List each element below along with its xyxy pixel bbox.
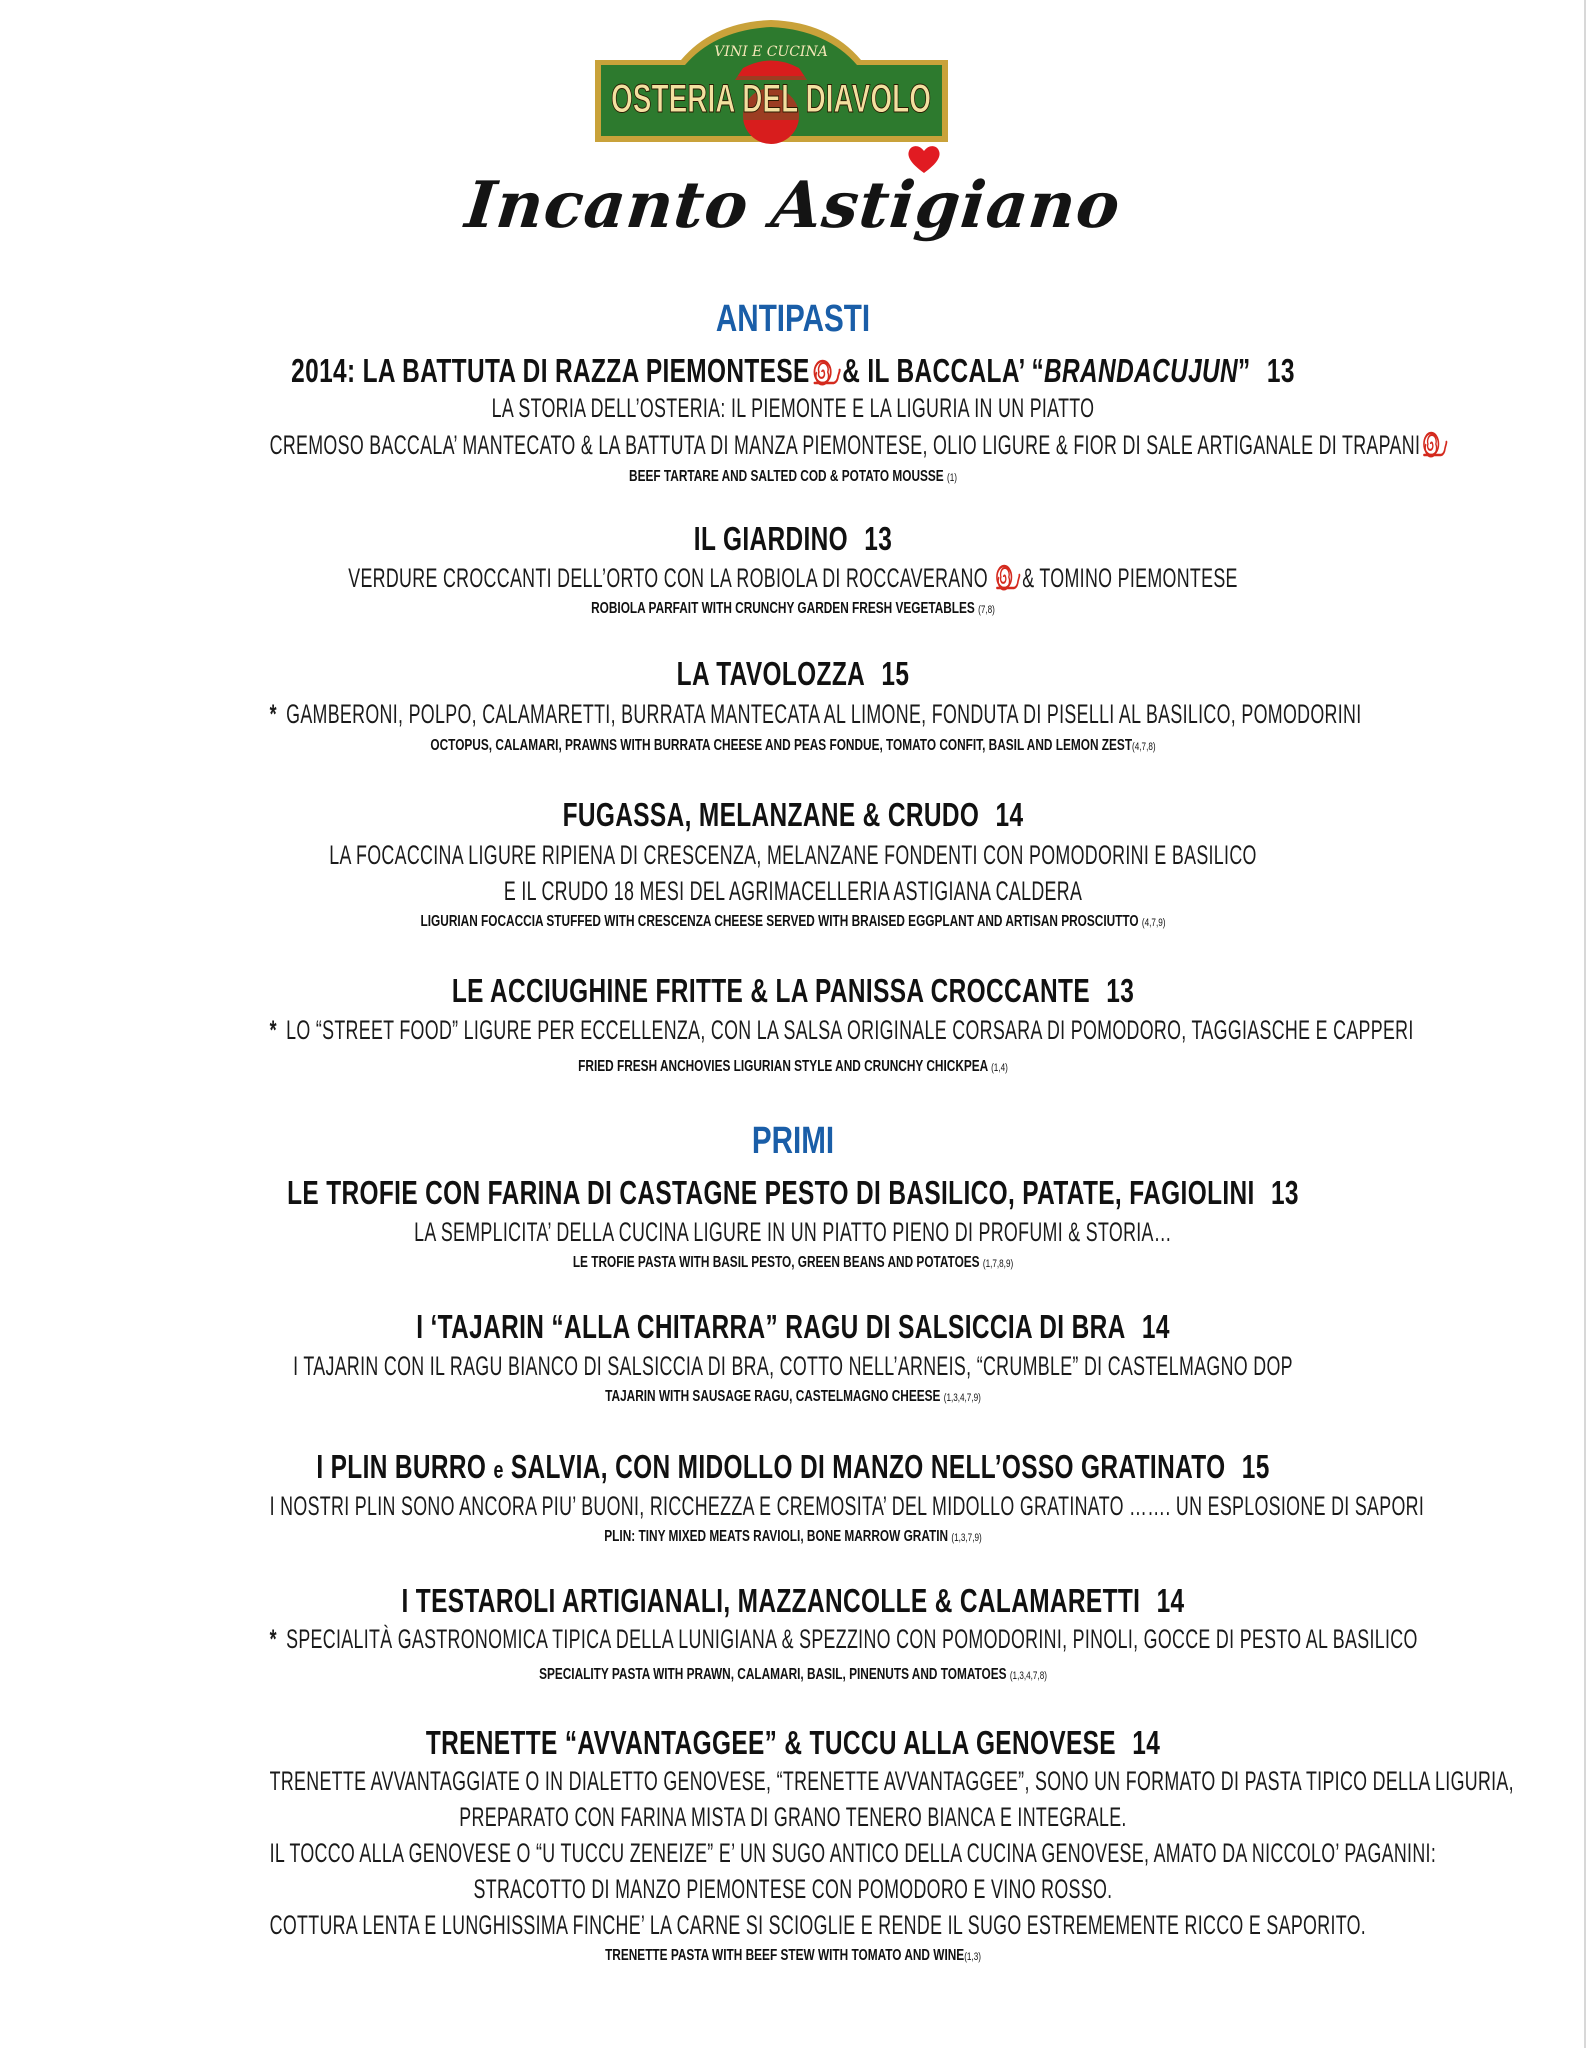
dish-title [206, 655, 1380, 693]
allergen-codes: (1,3,4,7,8) [1009, 1670, 1047, 1682]
dish-title-text: LA TAVOLOZZA [676, 655, 866, 692]
dish-title-text: TRENETTE “AVVANTAGGEE” & TUCCU ALLA GENOVESE [425, 1724, 1116, 1761]
dish-title [206, 1308, 1380, 1346]
dish-description [269, 430, 1421, 461]
allergen-codes: (1,3) [964, 1951, 981, 1963]
dish-title [206, 1582, 1380, 1620]
dish-title-italic: BRANDACUJUN [1044, 352, 1239, 389]
dish-english [206, 1528, 1380, 1546]
star-marker: * [269, 1015, 277, 1045]
section-heading-antipasti: ANTIPASTI [715, 298, 871, 340]
dish-english [206, 1666, 1380, 1684]
dish-title-text: I TESTAROLI ARTIGIANALI, MAZZANCOLLE & CALAMARETTI [401, 1582, 1141, 1619]
allergen-codes: (1) [946, 472, 957, 484]
dish-description: STRACOTTO DI MANZO PIEMONTESE CON POMODORO E VINO ROSSO. [473, 1874, 1113, 1904]
dish-description: IL TOCCO ALLA GENOVESE O “U TUCCU ZENEIZE” E’ UN SUGO ANTICO DELLA CUCINA GENOVESE, AMATO DA NICCOLO’ PAGANINI: [269, 1838, 1437, 1868]
dish-price: 13 [1106, 972, 1135, 1009]
dish-title-part: e [493, 1457, 504, 1484]
dish-english-text: FRIED FRESH ANCHOVIES LIGURIAN STYLE AND CRUNCHY CHICKPEA [578, 1058, 988, 1075]
dish-description: I NOSTRI PLIN SONO ANCORA PIU’ BUONI, RICCHEZZA E CREMOSITA’ DEL MIDOLLO GRATINATO ……. UN ESPLOSIONE DI SAPORI [269, 1491, 1425, 1521]
dish-title [206, 352, 1380, 390]
dish-price: 14 [1156, 1582, 1185, 1619]
dish-description [269, 1015, 1414, 1046]
dish-english-text: PLIN: TINY MIXED MEATS RAVIOLI, BONE MARROW GRATIN [604, 1528, 949, 1545]
dish-english-text: SPECIALITY PASTA WITH PRAWN, CALAMARI, BASIL, PINENUTS AND TOMATOES [539, 1666, 1007, 1683]
osteria-logo [593, 18, 950, 146]
dish-price: 15 [1241, 1448, 1270, 1485]
allergen-codes: (1,4) [991, 1062, 1008, 1074]
logo-name: OSTERIA DEL DIAVOLO [611, 77, 931, 121]
dish-description [269, 1624, 1418, 1655]
allergen-codes: (1,3,7,9) [951, 1532, 982, 1544]
dish-description: LA SEMPLICITA’ DELLA CUCINA LIGURE IN UN PIATTO PIENO DI PROFUMI & STORIA… [414, 1217, 1172, 1247]
snail-icon [811, 359, 841, 387]
dish-title-part: SALVIA, CON MIDOLLO DI MANZO NELL’OSSO GRATINATO [503, 1448, 1226, 1485]
dish-description: LA FOCACCINA LIGURE RIPIENA DI CRESCENZA, MELANZANE FONDENTI CON POMODORINI E BASILICO [329, 840, 1257, 870]
dish-title-text: FUGASSA, MELANZANE & CRUDO [562, 796, 980, 833]
dish-english [206, 1254, 1380, 1272]
dish-english-text: LIGURIAN FOCACCIA STUFFED WITH CRESCENZA CHEESE SERVED WITH BRAISED EGGPLANT AND ARTISAN PROSCIUTTO [420, 913, 1139, 930]
dish-title-text: IL GIARDINO [693, 520, 849, 557]
dish-title-text: I ‘TAJARIN “ALLA CHITARRA” RAGU DI SALSICCIA DI BRA [416, 1308, 1126, 1345]
dish-description-text: VERDURE CROCCANTI DELL’ORTO CON LA ROBIOLA DI ROCCAVERANO [348, 563, 988, 593]
dish-price: 13 [864, 520, 893, 557]
dish-title [206, 972, 1380, 1010]
dish-title [206, 520, 1380, 558]
star-marker: * [269, 699, 277, 729]
dish-description-text: & TOMINO PIEMONTESE [1022, 563, 1238, 593]
snail-icon [1422, 431, 1448, 459]
dish-description-text: LO “STREET FOOD” LIGURE PER ECCELLENZA, CON LA SALSA ORIGINALE CORSARA DI POMODORO, TAGGIASCHE E CAPPERI [286, 1015, 1414, 1045]
allergen-codes: (1,3,4,7,9) [943, 1392, 981, 1404]
dish-title [206, 1174, 1380, 1212]
dish-title-part: 2014: LA BATTUTA DI RAZZA PIEMONTESE [291, 352, 810, 389]
menu-title: Incanto Astigiano [461, 168, 1125, 243]
dish-price: 13 [1266, 352, 1295, 389]
dish-description: LA STORIA DELL’OSTERIA: IL PIEMONTE E LA LIGURIA IN UN PIATTO [491, 393, 1095, 423]
dish-english [206, 1947, 1380, 1965]
dish-title [206, 1448, 1380, 1486]
dish-price: 14 [1132, 1724, 1161, 1761]
allergen-codes: (4,7,9) [1141, 917, 1166, 929]
dish-title [206, 1724, 1380, 1762]
dish-english [206, 600, 1380, 618]
dish-english-text: TRENETTE PASTA WITH BEEF STEW WITH TOMATO AND WINE [605, 1947, 965, 1964]
dish-english-text: LE TROFIE PASTA WITH BASIL PESTO, GREEN BEANS AND POTATOES [572, 1254, 980, 1271]
dish-english-text: TAJARIN WITH SAUSAGE RAGU, CASTELMAGNO CHEESE [605, 1388, 941, 1405]
dish-english [206, 1388, 1380, 1406]
dish-english-text: BEEF TARTARE AND SALTED COD & POTATO MOUSSE [629, 468, 944, 485]
dish-english [206, 913, 1380, 931]
dish-description: E IL CRUDO 18 MESI DEL AGRIMACELLERIA ASTIGIANA CALDERA [503, 876, 1083, 906]
dish-price: 14 [1141, 1308, 1170, 1345]
allergen-codes: (4,7,8) [1132, 741, 1156, 753]
dish-english [206, 1058, 1380, 1076]
logo-tagline: VINI E CUCINA [714, 44, 828, 60]
dish-english-text: OCTOPUS, CALAMARI, PRAWNS WITH BURRATA CHEESE AND PEAS FONDUE, TOMATO CONFIT, BASIL AND LEMON ZEST [430, 737, 1133, 754]
dish-english [206, 468, 1380, 486]
dish-description-text: GAMBERONI, POLPO, CALAMARETTI, BURRATA MANTECATA AL LIMONE, FONDUTA DI PISELLI AL BASILICO, POMODORINI [286, 699, 1362, 729]
dish-english-text: ROBIOLA PARFAIT WITH CRUNCHY GARDEN FRESH VEGETABLES [591, 600, 975, 617]
dish-description: TRENETTE AVVANTAGGIATE O IN DIALETTO GENOVESE, “TRENETTE AVVANTAGGEE”, SONO UN FORMATO DI PASTA TIPICO DELLA LIGURIA, [269, 1766, 1514, 1796]
dish-title-text: LE TROFIE CON FARINA DI CASTAGNE PESTO DI BASILICO, PATATE, FAGIOLINI [287, 1174, 1255, 1211]
dish-price: 13 [1270, 1174, 1299, 1211]
section-heading-primi: PRIMI [751, 1120, 835, 1162]
dish-description: PREPARATO CON FARINA MISTA DI GRANO TENERO BIANCA E INTEGRALE. [459, 1802, 1127, 1832]
dish-title [206, 796, 1380, 834]
dish-title-part: I PLIN BURRO [316, 1448, 494, 1485]
snail-icon [995, 564, 1021, 592]
dish-description [269, 699, 1362, 730]
dish-description-text: SPECIALITÀ GASTRONOMICA TIPICA DELLA LUNIGIANA & SPEZZINO CON POMODORINI, PINOLI, GOCCE DI PESTO AL BASILICO [286, 1624, 1418, 1654]
dish-title-text: LE ACCIUGHINE FRITTE & LA PANISSA CROCCANTE [451, 972, 1090, 1009]
dish-price: 14 [995, 796, 1024, 833]
star-marker: * [269, 1624, 277, 1654]
dish-title-part: & IL BACCALA’ “ [842, 352, 1045, 389]
allergen-codes: (1,7,8,9) [982, 1258, 1014, 1270]
dish-title-part: ” [1238, 352, 1251, 389]
dish-price: 15 [881, 655, 910, 692]
dish-description: I TAJARIN CON IL RAGU BIANCO DI SALSICCIA DI BRA, COTTO NELL’ARNEIS, “CRUMBLE” DI CASTELMAGNO DOP [293, 1351, 1293, 1381]
dish-description [270, 563, 1317, 594]
allergen-codes: (7,8) [978, 604, 995, 616]
dish-description-text: CREMOSO BACCALA’ MANTECATO & LA BATTUTA DI MANZA PIEMONTESE, OLIO LIGURE & FIOR DI SALE ARTIGANALE DI TRAPANI [269, 430, 1421, 460]
dish-english [206, 737, 1380, 755]
dish-description: COTTURA LENTA E LUNGHISSIMA FINCHE’ LA CARNE SI SCIOGLIE E RENDE IL SUGO ESTREMEMENTE RICCO E SAPORITO. [269, 1910, 1367, 1940]
